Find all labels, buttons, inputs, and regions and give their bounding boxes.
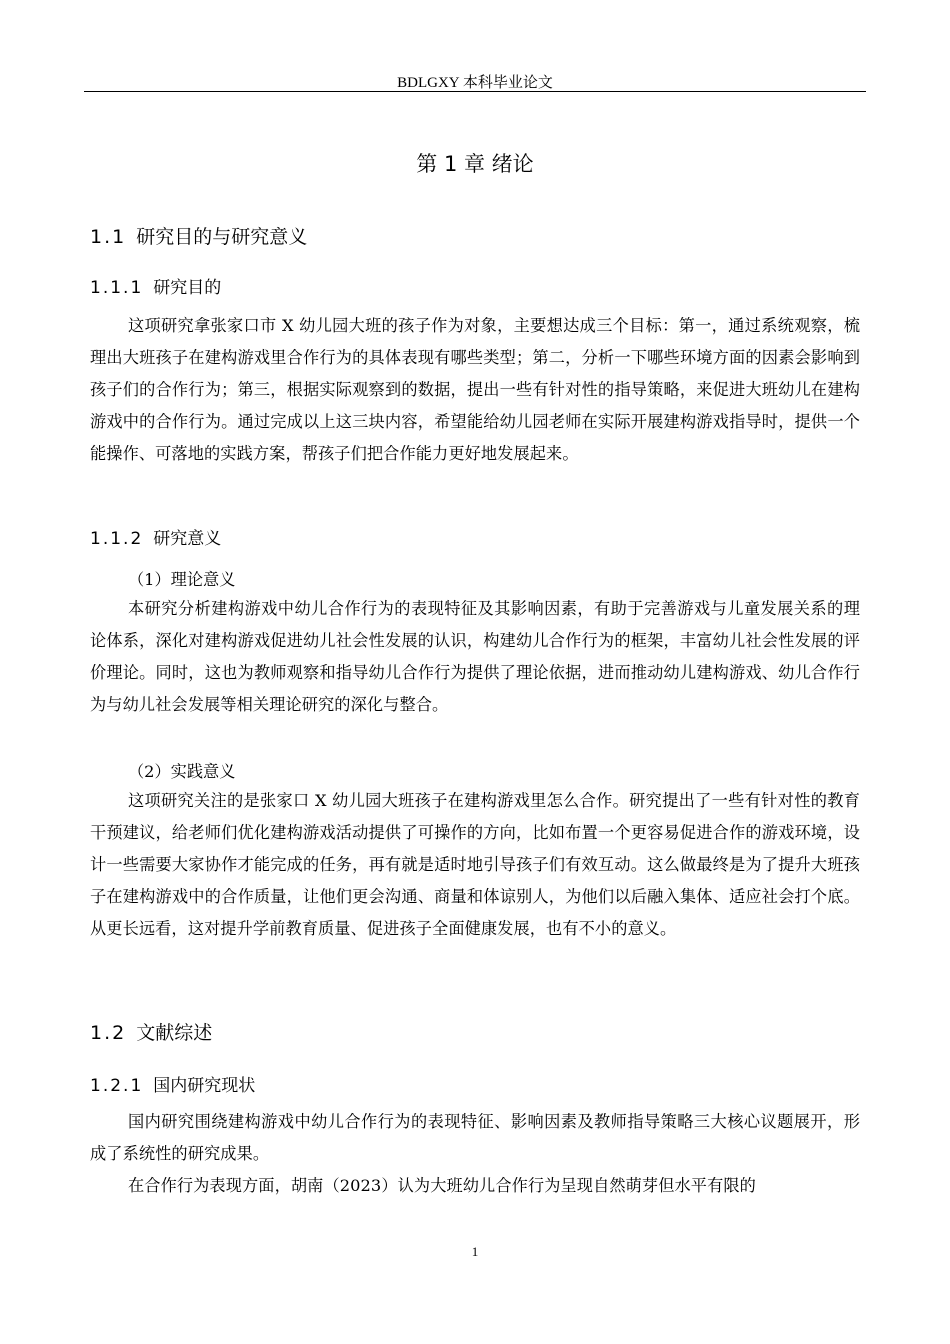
paragraph-practical-significance: 这项研究关注的是张家口 X 幼儿园大班孩子在建构游戏里怎么合作。研究提出了一些有针对性的教育干预建议，给老师们优化建构游戏活动提供了可操作的方向，比如布置一个更容易促进合作的游戏环境，设计一些需要大家协作才能完成的任务，再有就是适时地引导孩子们有效互动。这么做最终是为了提升大班孩子在建构游戏中的合作质量，让他们更会沟通、商量和体谅别人，为他们以后融入集体、适应社会打个底。从更长远看，这对提升学前教育质量、促进孩子全面健康发展，也有不小的意义。: [90, 791, 860, 938]
section-heading-1-2: [90, 1018, 212, 1045]
page-header: BDLGXY 本科毕业论文: [397, 75, 553, 91]
section-title: 研究意义: [153, 529, 222, 549]
section-title: 研究目的与研究意义: [136, 226, 308, 248]
subheading-practical: （2）实践意义: [128, 762, 236, 781]
page-number: 1: [471, 1244, 479, 1259]
paragraph-domestic-research-1: 国内研究围绕建构游戏中幼儿合作行为的表现特征、影响因素及教师指导策略三大核心议题展开，形成了系统性的研究成果。: [90, 1112, 860, 1163]
section-title: 研究目的: [153, 278, 222, 298]
section-title: 文献综述: [136, 1022, 213, 1044]
section-title: 国内研究现状: [153, 1076, 256, 1096]
section-heading-1-1: [90, 222, 307, 249]
section-heading-1-1-1: [90, 273, 221, 298]
chapter-title: 第 1 章 绪论: [416, 152, 534, 176]
subheading-theoretical: （1）理论意义: [128, 570, 236, 589]
section-number: 1.2.1: [90, 1076, 144, 1096]
paragraph-research-purpose: 这项研究拿张家口市 X 幼儿园大班的孩子作为对象，主要想达成三个目标：第一，通过系统观察，梳理出大班孩子在建构游戏里合作行为的具体表现有哪些类型；第二，分析一下哪些环境方面的因素会影响到孩子们的合作行为；第三，根据实际观察到的数据，提出一些有针对性的指导策略，来促进大班幼儿在建构游戏中的合作行为。通过完成以上这三块内容，希望能给幼儿园老师在实际开展建构游戏指导时，提供一个能操作、可落地的实践方案，帮孩子们把合作能力更好地发展起来。: [90, 316, 860, 463]
section-heading-1-2-1: [90, 1071, 255, 1096]
section-heading-1-1-2: [90, 524, 221, 549]
section-number: 1.2: [90, 1022, 127, 1044]
section-number: 1.1.2: [90, 529, 144, 549]
paragraph-domestic-research-2: 在合作行为表现方面，胡南（2023）认为大班幼儿合作行为呈现自然萌芽但水平有限的: [128, 1176, 756, 1195]
header-rule: [84, 91, 866, 92]
section-number: 1.1: [90, 226, 127, 248]
section-number: 1.1.1: [90, 278, 144, 298]
paragraph-theoretical-significance: 本研究分析建构游戏中幼儿合作行为的表现特征及其影响因素，有助于完善游戏与儿童发展关系的理论体系，深化对建构游戏促进幼儿社会性发展的认识，构建幼儿合作行为的框架，丰富幼儿社会性发展的评价理论。同时，这也为教师观察和指导幼儿合作行为提供了理论依据，进而推动幼儿建构游戏、幼儿合作行为与幼儿社会发展等相关理论研究的深化与整合。: [90, 599, 860, 714]
